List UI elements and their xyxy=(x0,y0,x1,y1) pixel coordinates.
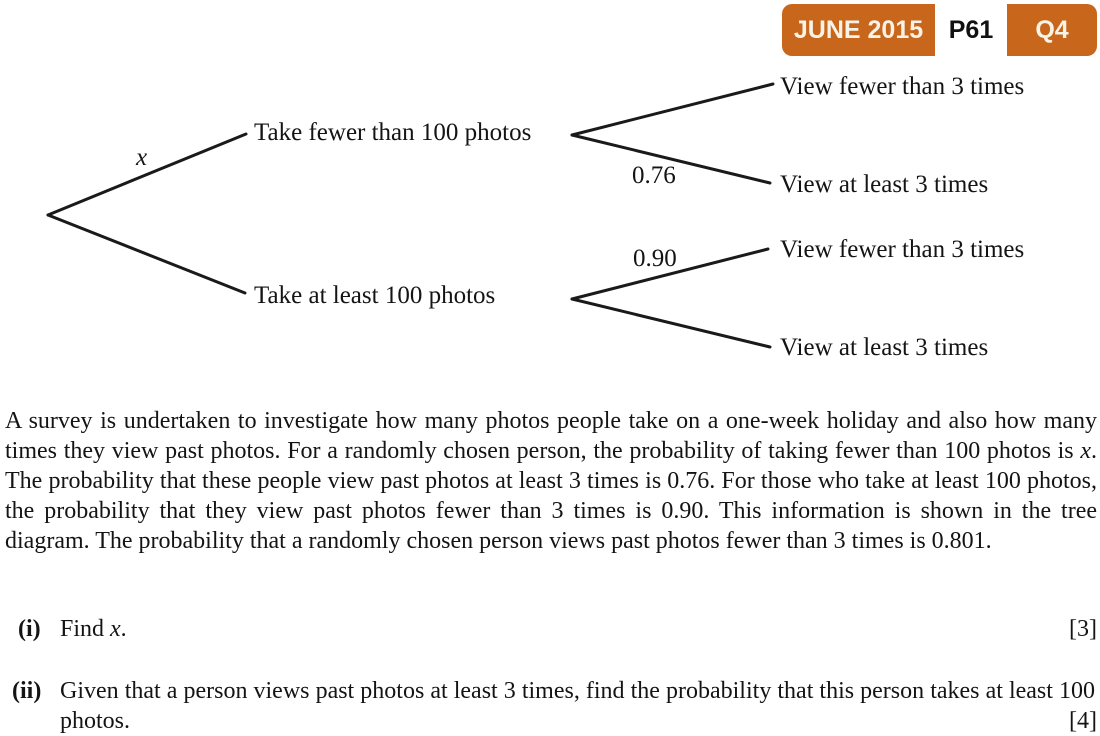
node-take-least-100: Take at least 100 photos xyxy=(254,282,496,309)
question-i-text xyxy=(60,614,1097,644)
branch-root-to-least100 xyxy=(48,215,245,293)
branch-probability-x: x xyxy=(136,144,148,171)
question-description-paragraph xyxy=(5,406,1097,556)
badge-session-label: JUNE 2015 xyxy=(793,15,924,44)
question-i-pre: Find xyxy=(60,616,111,642)
question-part-ii xyxy=(0,676,1097,736)
node-view-fewer-3-bottom: View fewer than 3 times xyxy=(780,236,1025,263)
question-i-marker: (i) xyxy=(18,616,41,642)
question-i-post: . xyxy=(120,616,127,642)
paragraph-variable-x: x xyxy=(1080,438,1091,464)
branch-least100-to-viewleast3 xyxy=(572,299,770,347)
node-view-fewer-3-top: View fewer than 3 times xyxy=(780,73,1025,100)
question-part-i xyxy=(0,614,1097,644)
paragraph-part1: A survey is undertaken to investigate how many photos people take on a one-week holiday and also how many times they view past photos. For a randomly chosen person, the probability of taking fewer than 100 photos is xyxy=(5,408,1097,464)
question-ii-body: Given that a person views past photos at least 3 times, find the probability that this person takes at least 100 photos. xyxy=(60,678,1095,734)
badge-question-label: Q4 xyxy=(1035,15,1069,44)
question-ii-marker: (ii) xyxy=(12,678,42,704)
question-ii-text xyxy=(60,676,1097,736)
paragraph-part2: . The probability that these people view past photos at least 3 times is 0.76. For those who take at least 100 photos, the probability that they view past photos fewer than 3 times is 0.90. This information is shown in the tree diagram. The probability that a randomly chosen person views past photos fewer than 3 times is 0.801. xyxy=(5,438,1097,554)
node-view-least-3-bottom: View at least 3 times xyxy=(780,334,989,361)
branch-probability-090: 0.90 xyxy=(633,245,677,272)
question-ii-marks: [4] xyxy=(1069,708,1097,734)
question-i-variable-x: x xyxy=(110,616,121,642)
node-take-fewer-100: Take fewer than 100 photos xyxy=(254,119,532,146)
question-i-marks: [3] xyxy=(1069,616,1097,642)
branch-probability-076: 0.76 xyxy=(632,162,676,189)
branch-fewer100-to-viewfewer3 xyxy=(572,84,773,135)
node-view-least-3-top: View at least 3 times xyxy=(780,171,989,198)
badge-paper-label: P61 xyxy=(935,4,1007,56)
